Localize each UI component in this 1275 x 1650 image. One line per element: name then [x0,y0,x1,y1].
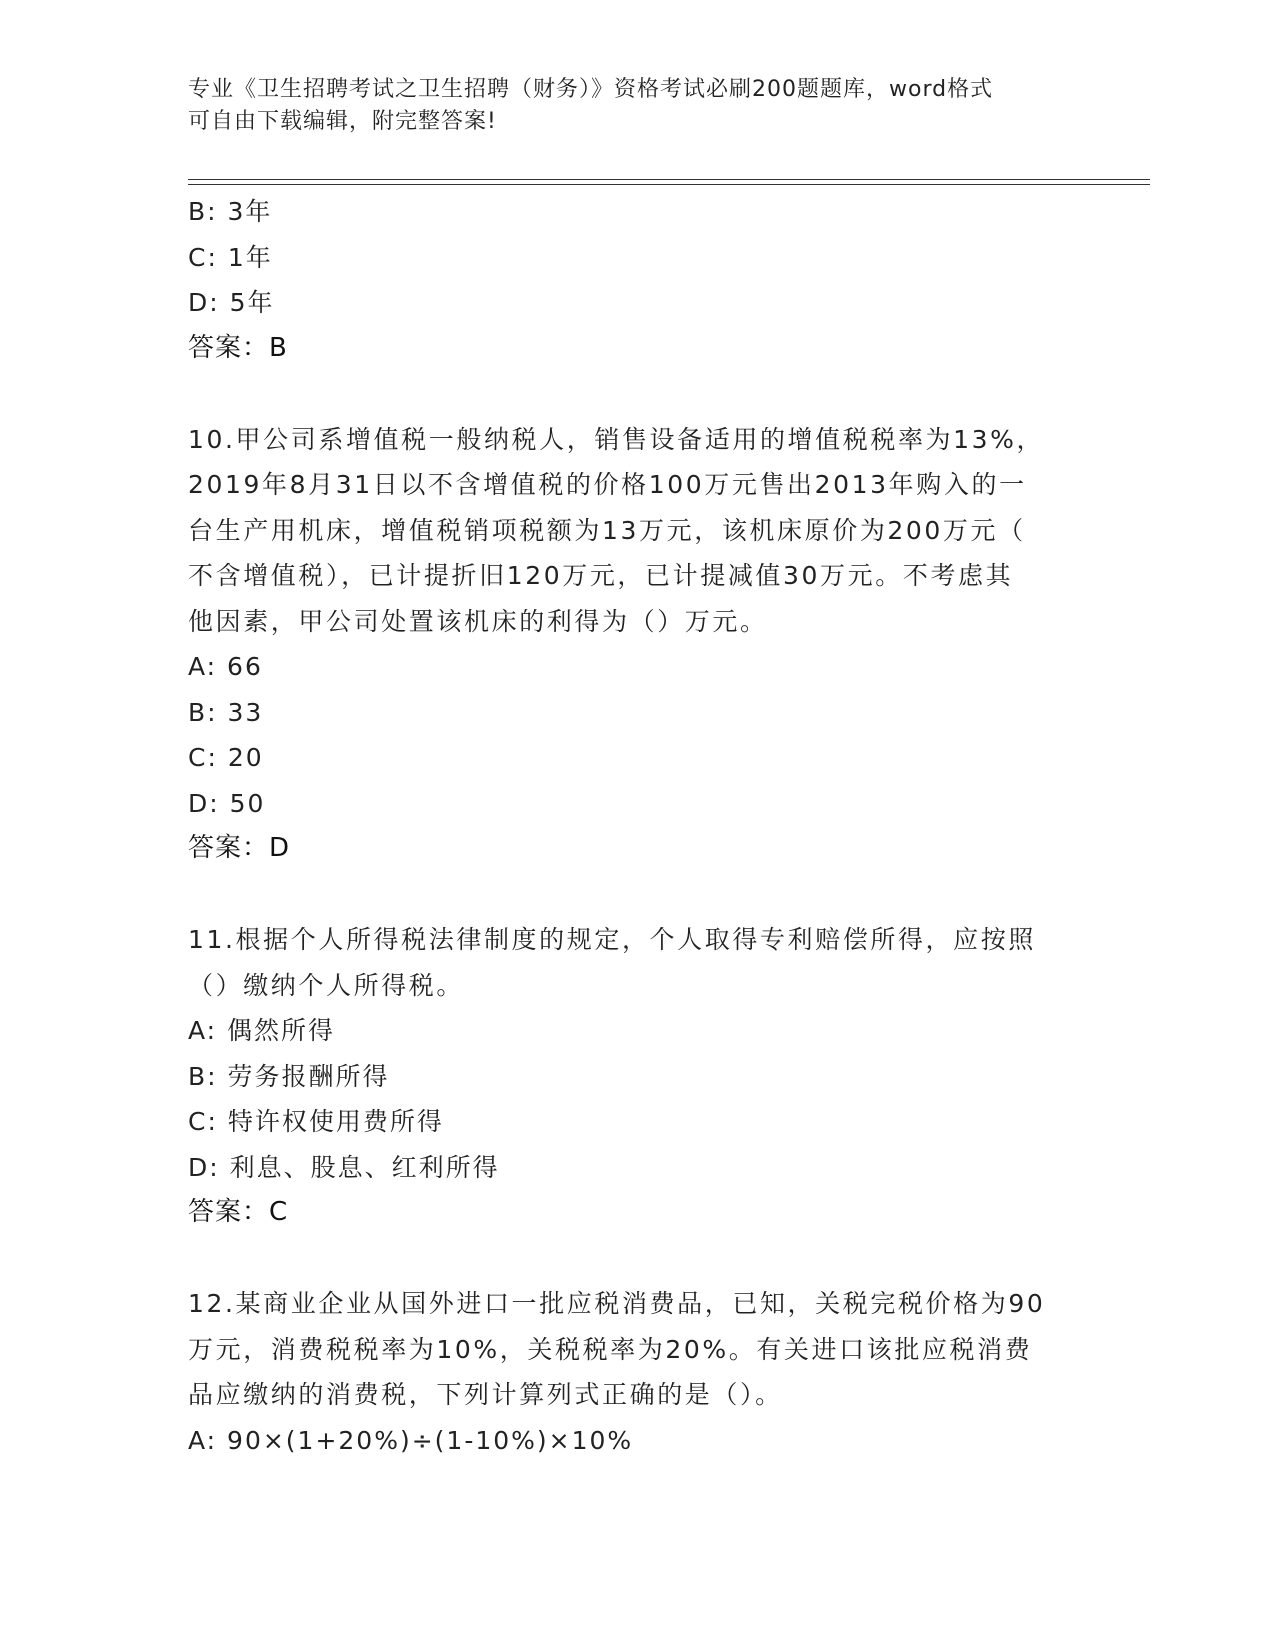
option-b: B: 劳务报酬所得 [188,1061,390,1091]
question-text-line: （）缴纳个人所得税。 [188,970,465,1000]
question-content [188,189,1088,1463]
question-9-tail [188,189,1088,371]
option-a: A: 偶然所得 [188,1016,336,1045]
question-text-line: 10.甲公司系增值税一般纳税人，销售设备适用的增值税税率为13%， [188,424,1045,454]
question-10 [188,417,1088,872]
answer: 答案：B [188,332,288,363]
question-11 [188,917,1088,1236]
question-text-line: 11.根据个人所得税法律制度的规定，个人取得专利赔偿所得，应按照 [188,925,1036,954]
spacer [188,371,1088,417]
question-text-line: 他因素，甲公司处置该机床的利得为（）万元。 [188,606,768,636]
question-text-line: 万元，消费税税率为10%，关税税率为20%。有关进口该批应税消费 [188,1334,1033,1364]
option-b: B: 33 [188,697,264,727]
question-text-line: 不含增值税），已计提折旧120万元，已计提减值30万元。不考虑其 [188,561,1014,590]
answer: 答案：C [188,1197,289,1227]
header-line-1: 专业《卫生招聘考试之卫生招聘（财务）》资格考试必刷200题题库，word格式 [188,77,994,102]
option-a: A: 66 [188,652,263,681]
option-d: D: 50 [188,788,266,818]
spacer [188,872,1088,918]
header-divider-top [188,179,1150,180]
question-text-line: 品应缴纳的消费税，下列计算列式正确的是（）。 [188,1380,783,1409]
header-line-2: 可自由下载编辑，附完整答案! [188,109,497,134]
option-b: B: 3年 [188,197,273,226]
spacer [188,1236,1088,1282]
option-c: C: 20 [188,743,264,772]
option-c: C: 特许权使用费所得 [188,1107,444,1136]
option-d: D: 利息、股息、红利所得 [188,1152,500,1182]
question-text-line: 台生产用机床，增值税销项税额为13万元，该机床原价为200万元（ [188,515,1026,545]
header-divider-bottom [188,184,1150,185]
answer: 答案：D [188,833,291,863]
question-text-line: 12.某商业企业从国外进口一批应税消费品，已知，关税完税价格为90 [188,1289,1046,1318]
option-c: C: 1年 [188,242,273,272]
question-12 [188,1281,1088,1463]
option-a: A: 90×(1+20%)÷(1-10%)×10% [188,1425,634,1455]
option-d: D: 5年 [188,288,275,317]
question-text-line: 2019年8月31日以不含增值税的价格100万元售出2013年购入的一 [188,470,1027,499]
document-header [188,74,1068,138]
